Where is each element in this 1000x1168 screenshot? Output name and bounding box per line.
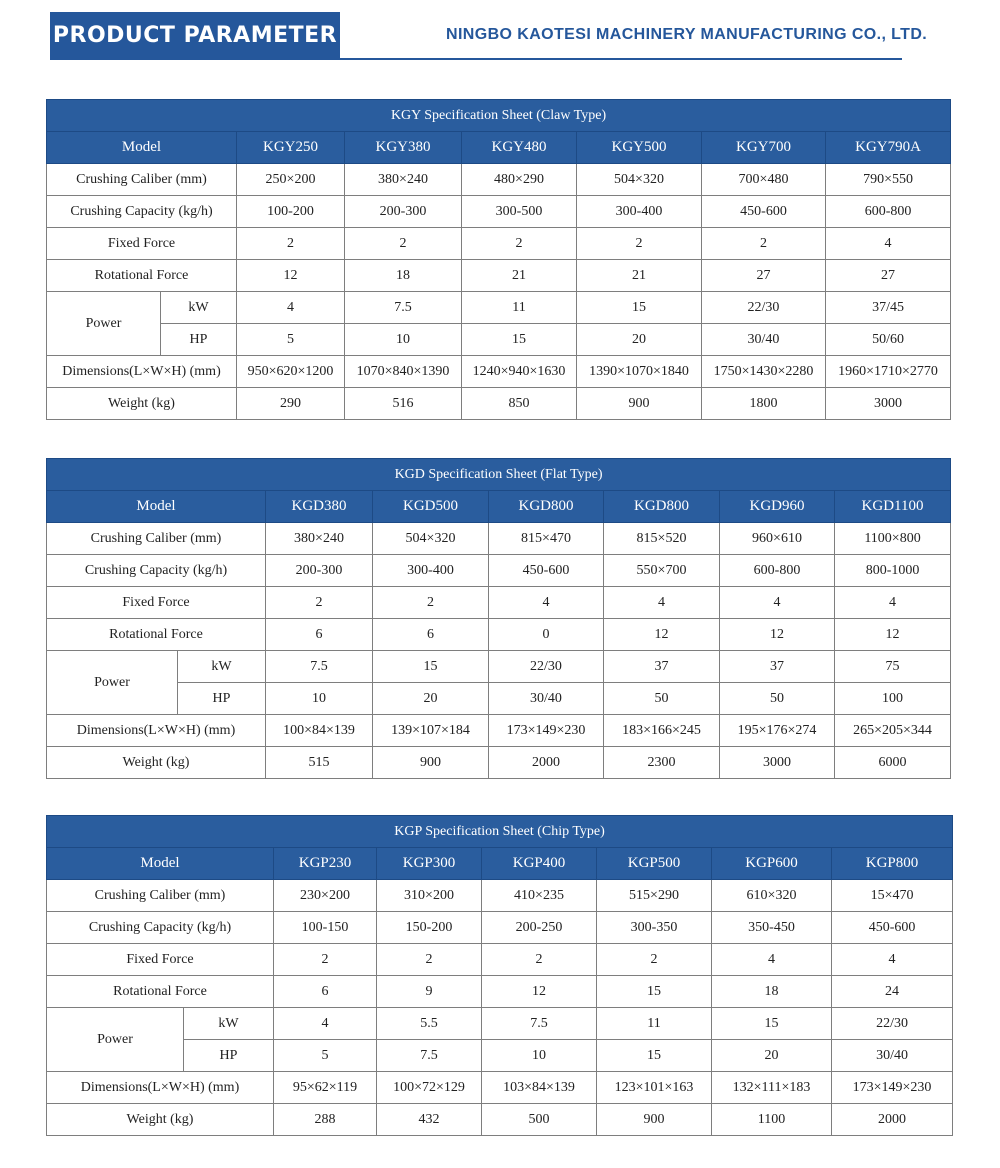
table-cell: 21 xyxy=(577,260,702,292)
company-name: NINGBO KAOTESI MACHINERY MANUFACTURING CO., LTD. xyxy=(446,26,928,43)
table-row xyxy=(47,912,953,944)
table-cell: 103×84×139 xyxy=(482,1072,597,1104)
table-cell: 12 xyxy=(720,619,835,651)
table-cell: 0 xyxy=(489,619,604,651)
table-cell: 30/40 xyxy=(702,324,826,356)
table-cell: 100 xyxy=(835,683,951,715)
table-cell: 6000 xyxy=(835,747,951,779)
table-cell: 516 xyxy=(345,388,462,420)
table-cell: 1070×840×1390 xyxy=(345,356,462,388)
table-cell: 150-200 xyxy=(377,912,482,944)
table-cell: 515×290 xyxy=(597,880,712,912)
table-cell: 450-600 xyxy=(832,912,953,944)
table-cell: 2 xyxy=(237,228,345,260)
dimensions-label: Dimensions(L×W×H) (mm) xyxy=(47,356,237,388)
table-cell: 450-600 xyxy=(489,555,604,587)
model-cell: KGP500 xyxy=(597,848,712,880)
table-row xyxy=(47,683,951,715)
model-cell: KGD800 xyxy=(489,491,604,523)
table-cell: 380×240 xyxy=(266,523,373,555)
table-cell: 4 xyxy=(720,587,835,619)
table-cell: 12 xyxy=(835,619,951,651)
table-cell: 2 xyxy=(702,228,826,260)
kgy-spec-table xyxy=(46,99,951,420)
model-cell: KGY700 xyxy=(702,132,826,164)
table-cell: 18 xyxy=(345,260,462,292)
page-title: PRODUCT PARAMETER xyxy=(50,12,340,58)
table-cell: 200-300 xyxy=(266,555,373,587)
table-cell: 900 xyxy=(597,1104,712,1136)
table-row xyxy=(47,976,953,1008)
power-label: Power xyxy=(47,292,161,356)
table-cell: 15 xyxy=(597,976,712,1008)
weight-label: Weight (kg) xyxy=(47,747,266,779)
caliber-label: Crushing Caliber (mm) xyxy=(47,164,237,196)
table-cell: 1800 xyxy=(702,388,826,420)
table-cell: 2 xyxy=(345,228,462,260)
table-cell: 900 xyxy=(373,747,489,779)
table-cell: 600-800 xyxy=(826,196,951,228)
model-cell: KGD800 xyxy=(604,491,720,523)
table-cell: 12 xyxy=(604,619,720,651)
table-cell: 7.5 xyxy=(377,1040,482,1072)
table-cell: 450-600 xyxy=(702,196,826,228)
table-cell: 200-300 xyxy=(345,196,462,228)
table-cell: 1100 xyxy=(712,1104,832,1136)
table-row xyxy=(47,880,953,912)
table-cell: 139×107×184 xyxy=(373,715,489,747)
table-cell: 195×176×274 xyxy=(720,715,835,747)
table-cell: 20 xyxy=(373,683,489,715)
kw-label: kW xyxy=(184,1008,274,1040)
table-cell: 21 xyxy=(462,260,577,292)
table-cell: 410×235 xyxy=(482,880,597,912)
table-cell: 100×72×129 xyxy=(377,1072,482,1104)
table-cell: 10 xyxy=(345,324,462,356)
table-cell: 200-250 xyxy=(482,912,597,944)
table-row xyxy=(47,523,951,555)
header-divider xyxy=(50,58,902,60)
fixed-force-label: Fixed Force xyxy=(47,228,237,260)
table-cell: 10 xyxy=(266,683,373,715)
table-cell: 300-400 xyxy=(577,196,702,228)
table-caption: KGD Specification Sheet (Flat Type) xyxy=(47,459,951,491)
table-row xyxy=(47,1008,953,1040)
table-row xyxy=(47,587,951,619)
table-cell: 432 xyxy=(377,1104,482,1136)
table-cell: 300-350 xyxy=(597,912,712,944)
table-cell: 11 xyxy=(462,292,577,324)
table-cell: 4 xyxy=(489,587,604,619)
table-cell: 610×320 xyxy=(712,880,832,912)
model-cell: KGY480 xyxy=(462,132,577,164)
power-label: Power xyxy=(47,651,178,715)
table-cell: 50 xyxy=(720,683,835,715)
table-cell: 1960×1710×2770 xyxy=(826,356,951,388)
model-cell: KGP600 xyxy=(712,848,832,880)
kw-label: kW xyxy=(161,292,237,324)
table-cell: 900 xyxy=(577,388,702,420)
table-header-row xyxy=(47,848,953,880)
table-cell: 15×470 xyxy=(832,880,953,912)
table-cell: 265×205×344 xyxy=(835,715,951,747)
table-cell: 20 xyxy=(712,1040,832,1072)
table-cell: 2 xyxy=(462,228,577,260)
table-cell: 37 xyxy=(604,651,720,683)
table-cell: 504×320 xyxy=(577,164,702,196)
table-row xyxy=(47,228,951,260)
model-cell: KGD500 xyxy=(373,491,489,523)
table-cell: 2 xyxy=(266,587,373,619)
table-row xyxy=(47,944,953,976)
model-cell: KGP230 xyxy=(274,848,377,880)
table-cell: 515 xyxy=(266,747,373,779)
table-cell: 5.5 xyxy=(377,1008,482,1040)
model-cell: KGY380 xyxy=(345,132,462,164)
table-cell: 37 xyxy=(720,651,835,683)
table-cell: 30/40 xyxy=(832,1040,953,1072)
table-cell: 250×200 xyxy=(237,164,345,196)
table-cell: 380×240 xyxy=(345,164,462,196)
table-cell: 100-150 xyxy=(274,912,377,944)
table-cell: 504×320 xyxy=(373,523,489,555)
table-cell: 100×84×139 xyxy=(266,715,373,747)
table-cell: 20 xyxy=(577,324,702,356)
capacity-label: Crushing Capacity (kg/h) xyxy=(47,555,266,587)
table-cell: 9 xyxy=(377,976,482,1008)
table-cell: 22/30 xyxy=(832,1008,953,1040)
table-cell: 600-800 xyxy=(720,555,835,587)
model-cell: KGY500 xyxy=(577,132,702,164)
table-row xyxy=(47,619,951,651)
table-cell: 1390×1070×1840 xyxy=(577,356,702,388)
table-cell: 10 xyxy=(482,1040,597,1072)
table-cell: 550×700 xyxy=(604,555,720,587)
model-cell: KGP800 xyxy=(832,848,953,880)
table-cell: 30/40 xyxy=(489,683,604,715)
table-cell: 37/45 xyxy=(826,292,951,324)
hp-label: HP xyxy=(184,1040,274,1072)
table-row xyxy=(47,1072,953,1104)
table-row xyxy=(47,651,951,683)
capacity-label: Crushing Capacity (kg/h) xyxy=(47,912,274,944)
table-cell: 6 xyxy=(266,619,373,651)
table-cell: 5 xyxy=(274,1040,377,1072)
table-cell: 290 xyxy=(237,388,345,420)
table-cell: 2 xyxy=(377,944,482,976)
table-cell: 15 xyxy=(577,292,702,324)
table-cell: 2 xyxy=(373,587,489,619)
table-header-row xyxy=(47,491,951,523)
table-cell: 2000 xyxy=(489,747,604,779)
table-cell: 3000 xyxy=(826,388,951,420)
table-cell: 4 xyxy=(826,228,951,260)
table-cell: 950×620×1200 xyxy=(237,356,345,388)
table-cell: 100-200 xyxy=(237,196,345,228)
table-cell: 2 xyxy=(577,228,702,260)
table-cell: 12 xyxy=(237,260,345,292)
table-cell: 1100×800 xyxy=(835,523,951,555)
table-cell: 15 xyxy=(373,651,489,683)
table-row xyxy=(47,555,951,587)
table-cell: 800-1000 xyxy=(835,555,951,587)
table-cell: 288 xyxy=(274,1104,377,1136)
model-cell: KGD960 xyxy=(720,491,835,523)
rotational-force-label: Rotational Force xyxy=(47,260,237,292)
table-cell: 132×111×183 xyxy=(712,1072,832,1104)
table-cell: 50/60 xyxy=(826,324,951,356)
table-cell: 24 xyxy=(832,976,953,1008)
table-cell: 7.5 xyxy=(266,651,373,683)
table-cell: 11 xyxy=(597,1008,712,1040)
table-cell: 18 xyxy=(712,976,832,1008)
table-row xyxy=(47,260,951,292)
table-row xyxy=(47,747,951,779)
table-cell: 4 xyxy=(712,944,832,976)
table-cell: 3000 xyxy=(720,747,835,779)
dimensions-label: Dimensions(L×W×H) (mm) xyxy=(47,715,266,747)
table-cell: 173×149×230 xyxy=(832,1072,953,1104)
table-cell: 4 xyxy=(835,587,951,619)
table-cell: 1240×940×1630 xyxy=(462,356,577,388)
table-cell: 27 xyxy=(702,260,826,292)
table-cell: 15 xyxy=(597,1040,712,1072)
table-cell: 7.5 xyxy=(345,292,462,324)
kgd-spec-table xyxy=(46,458,951,779)
table-cell: 480×290 xyxy=(462,164,577,196)
table-cell: 300-400 xyxy=(373,555,489,587)
table-cell: 5 xyxy=(237,324,345,356)
kgp-spec-table xyxy=(46,815,953,1136)
table-row xyxy=(47,715,951,747)
table-cell: 7.5 xyxy=(482,1008,597,1040)
table-cell: 50 xyxy=(604,683,720,715)
table-caption: KGP Specification Sheet (Chip Type) xyxy=(47,816,953,848)
caliber-label: Crushing Caliber (mm) xyxy=(47,523,266,555)
caliber-label: Crushing Caliber (mm) xyxy=(47,880,274,912)
model-label: Model xyxy=(47,132,237,164)
table-cell: 4 xyxy=(274,1008,377,1040)
table-cell: 6 xyxy=(373,619,489,651)
table-cell: 700×480 xyxy=(702,164,826,196)
table-cell: 6 xyxy=(274,976,377,1008)
weight-label: Weight (kg) xyxy=(47,388,237,420)
model-cell: KGY790A xyxy=(826,132,951,164)
table-cell: 27 xyxy=(826,260,951,292)
table-cell: 4 xyxy=(832,944,953,976)
table-cell: 75 xyxy=(835,651,951,683)
table-row xyxy=(47,324,951,356)
table-cell: 350-450 xyxy=(712,912,832,944)
model-label: Model xyxy=(47,491,266,523)
table-cell: 4 xyxy=(604,587,720,619)
model-cell: KGD380 xyxy=(266,491,373,523)
rotational-force-label: Rotational Force xyxy=(47,619,266,651)
table-row xyxy=(47,1104,953,1136)
rotational-force-label: Rotational Force xyxy=(47,976,274,1008)
model-cell: KGP300 xyxy=(377,848,482,880)
table-cell: 12 xyxy=(482,976,597,1008)
capacity-label: Crushing Capacity (kg/h) xyxy=(47,196,237,228)
table-row xyxy=(47,292,951,324)
table-cell: 22/30 xyxy=(489,651,604,683)
table-cell: 2300 xyxy=(604,747,720,779)
model-cell: KGP400 xyxy=(482,848,597,880)
weight-label: Weight (kg) xyxy=(47,1104,274,1136)
table-cell: 4 xyxy=(237,292,345,324)
table-cell: 2 xyxy=(274,944,377,976)
power-label: Power xyxy=(47,1008,184,1072)
table-cell: 230×200 xyxy=(274,880,377,912)
table-row xyxy=(47,356,951,388)
table-cell: 22/30 xyxy=(702,292,826,324)
table-cell: 2000 xyxy=(832,1104,953,1136)
table-cell: 815×470 xyxy=(489,523,604,555)
dimensions-label: Dimensions(L×W×H) (mm) xyxy=(47,1072,274,1104)
table-row xyxy=(47,164,951,196)
table-cell: 15 xyxy=(462,324,577,356)
table-cell: 123×101×163 xyxy=(597,1072,712,1104)
table-cell: 850 xyxy=(462,388,577,420)
model-cell: KGD1100 xyxy=(835,491,951,523)
table-cell: 310×200 xyxy=(377,880,482,912)
table-cell: 173×149×230 xyxy=(489,715,604,747)
table-cell: 815×520 xyxy=(604,523,720,555)
table-caption: KGY Specification Sheet (Claw Type) xyxy=(47,100,951,132)
model-cell: KGY250 xyxy=(237,132,345,164)
hp-label: HP xyxy=(178,683,266,715)
table-cell: 790×550 xyxy=(826,164,951,196)
table-cell: 15 xyxy=(712,1008,832,1040)
table-cell: 960×610 xyxy=(720,523,835,555)
table-cell: 300-500 xyxy=(462,196,577,228)
table-cell: 2 xyxy=(597,944,712,976)
model-label: Model xyxy=(47,848,274,880)
table-cell: 2 xyxy=(482,944,597,976)
table-row xyxy=(47,388,951,420)
table-header-row xyxy=(47,132,951,164)
kw-label: kW xyxy=(178,651,266,683)
table-cell: 1750×1430×2280 xyxy=(702,356,826,388)
table-cell: 183×166×245 xyxy=(604,715,720,747)
hp-label: HP xyxy=(161,324,237,356)
fixed-force-label: Fixed Force xyxy=(47,944,274,976)
table-cell: 95×62×119 xyxy=(274,1072,377,1104)
fixed-force-label: Fixed Force xyxy=(47,587,266,619)
table-row xyxy=(47,196,951,228)
table-cell: 500 xyxy=(482,1104,597,1136)
